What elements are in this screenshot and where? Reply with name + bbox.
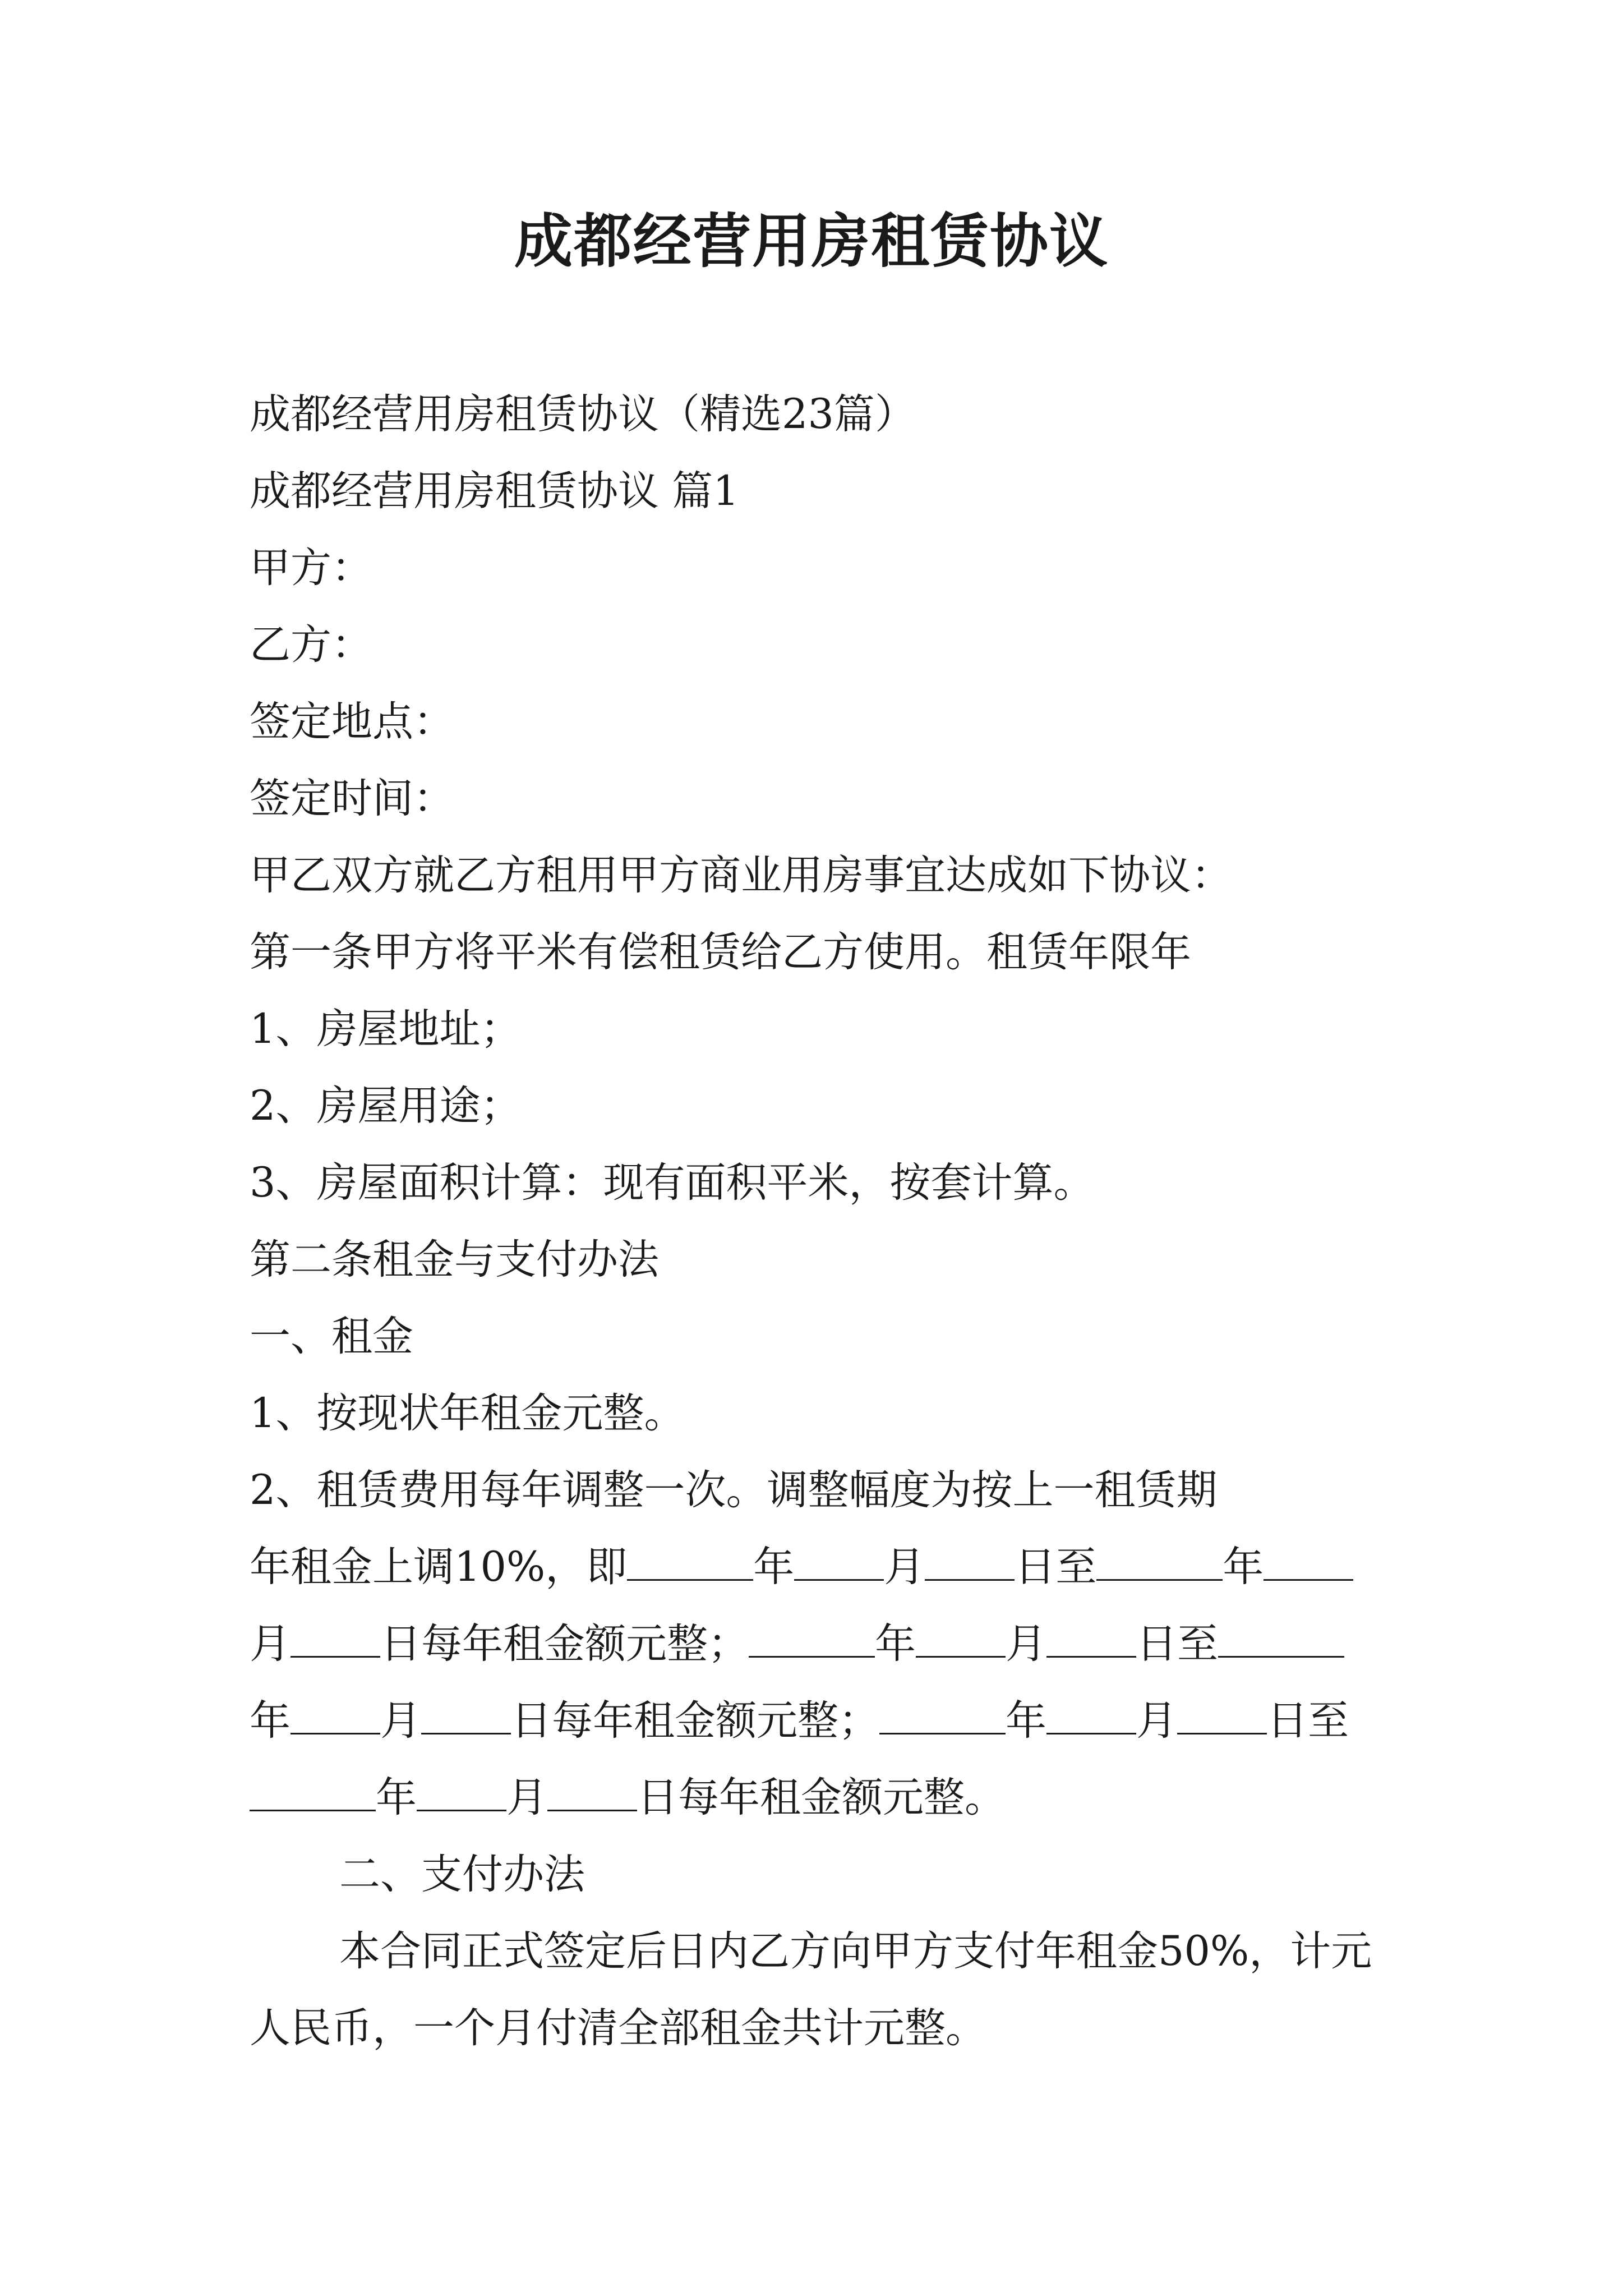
blank-field[interactable] [794, 1540, 884, 1581]
blank-field[interactable] [250, 1770, 376, 1811]
subtitle: 成都经营用房租赁协议（精选23篇） [250, 390, 916, 438]
rent-heading: 一、租金 [250, 1313, 413, 1360]
agreement-intro: 甲乙双方就乙方租用甲方商业用房事宜达成如下协议： [250, 852, 1232, 899]
blank-field[interactable] [1218, 1617, 1344, 1658]
blank-field[interactable] [1046, 1617, 1136, 1658]
payment-text: 本合同正式签定后日内乙方向甲方支付年租金50%，计元人民币，一个月付清全部租金共计元整。 [250, 1927, 1372, 2052]
blank-field[interactable] [421, 1694, 511, 1734]
blank-field[interactable] [627, 1540, 753, 1581]
rent-amount: 1、按现状年租金元整。 [250, 1389, 685, 1437]
article-1: 第一条甲方将平米有偿租赁给乙方使用。租赁年限年 [250, 928, 1191, 976]
blank-field[interactable] [925, 1540, 1015, 1581]
rent-adjustment-line-1 [250, 1452, 1377, 1529]
blank-field[interactable] [291, 1694, 380, 1734]
blank-field[interactable] [1264, 1540, 1353, 1581]
party-a: 甲方： [250, 544, 372, 592]
signing-time: 签定时间： [250, 775, 454, 822]
house-usage: 2、房屋用途； [250, 1082, 522, 1130]
blank-field[interactable] [749, 1617, 875, 1658]
blank-field[interactable] [1046, 1694, 1136, 1734]
payment-heading: 二、支付办法 [339, 1851, 585, 1898]
document-body [250, 376, 1377, 1452]
rent-adjustment-line-5: 年 月 日每年租金额元整。 [250, 1759, 1377, 1836]
document-title: 成都经营用房租赁协议 [514, 207, 1109, 275]
rent-adjustment-line-3: 月 日每年租金额元整； 年 月 日至 [250, 1605, 1377, 1682]
article-2: 第二条租金与支付办法 [250, 1236, 659, 1283]
rent-adjustment-line-4: 年 月 日每年租金额元整； 年 月 日至 [250, 1682, 1377, 1759]
rent-adjustment-lines [250, 1529, 1377, 2067]
rent-adjustment-block [250, 1452, 1377, 1529]
house-area: 3、房屋面积计算：现有面积平米，按套计算。 [250, 1159, 1095, 1207]
blank-field[interactable] [547, 1770, 637, 1811]
rent-adjustment-line-2: 年租金上调10%，即 年 月 日至 年 [250, 1529, 1377, 1605]
section-heading: 成都经营用房租赁协议 篇1 [250, 467, 739, 515]
blank-field[interactable] [291, 1617, 380, 1658]
party-b: 乙方： [250, 621, 372, 669]
rent-adjustment-intro-a: 2、租赁费用每年调整一次。调整幅度为按上一租赁期 [250, 1466, 1218, 1514]
signing-place: 签定地点： [250, 698, 454, 746]
blank-field[interactable] [879, 1694, 1006, 1734]
blank-field[interactable] [916, 1617, 1006, 1658]
blank-field[interactable] [417, 1770, 506, 1811]
blank-field[interactable] [1096, 1540, 1223, 1581]
blank-field[interactable] [1177, 1694, 1267, 1734]
house-address: 1、房屋地址； [250, 1005, 522, 1053]
